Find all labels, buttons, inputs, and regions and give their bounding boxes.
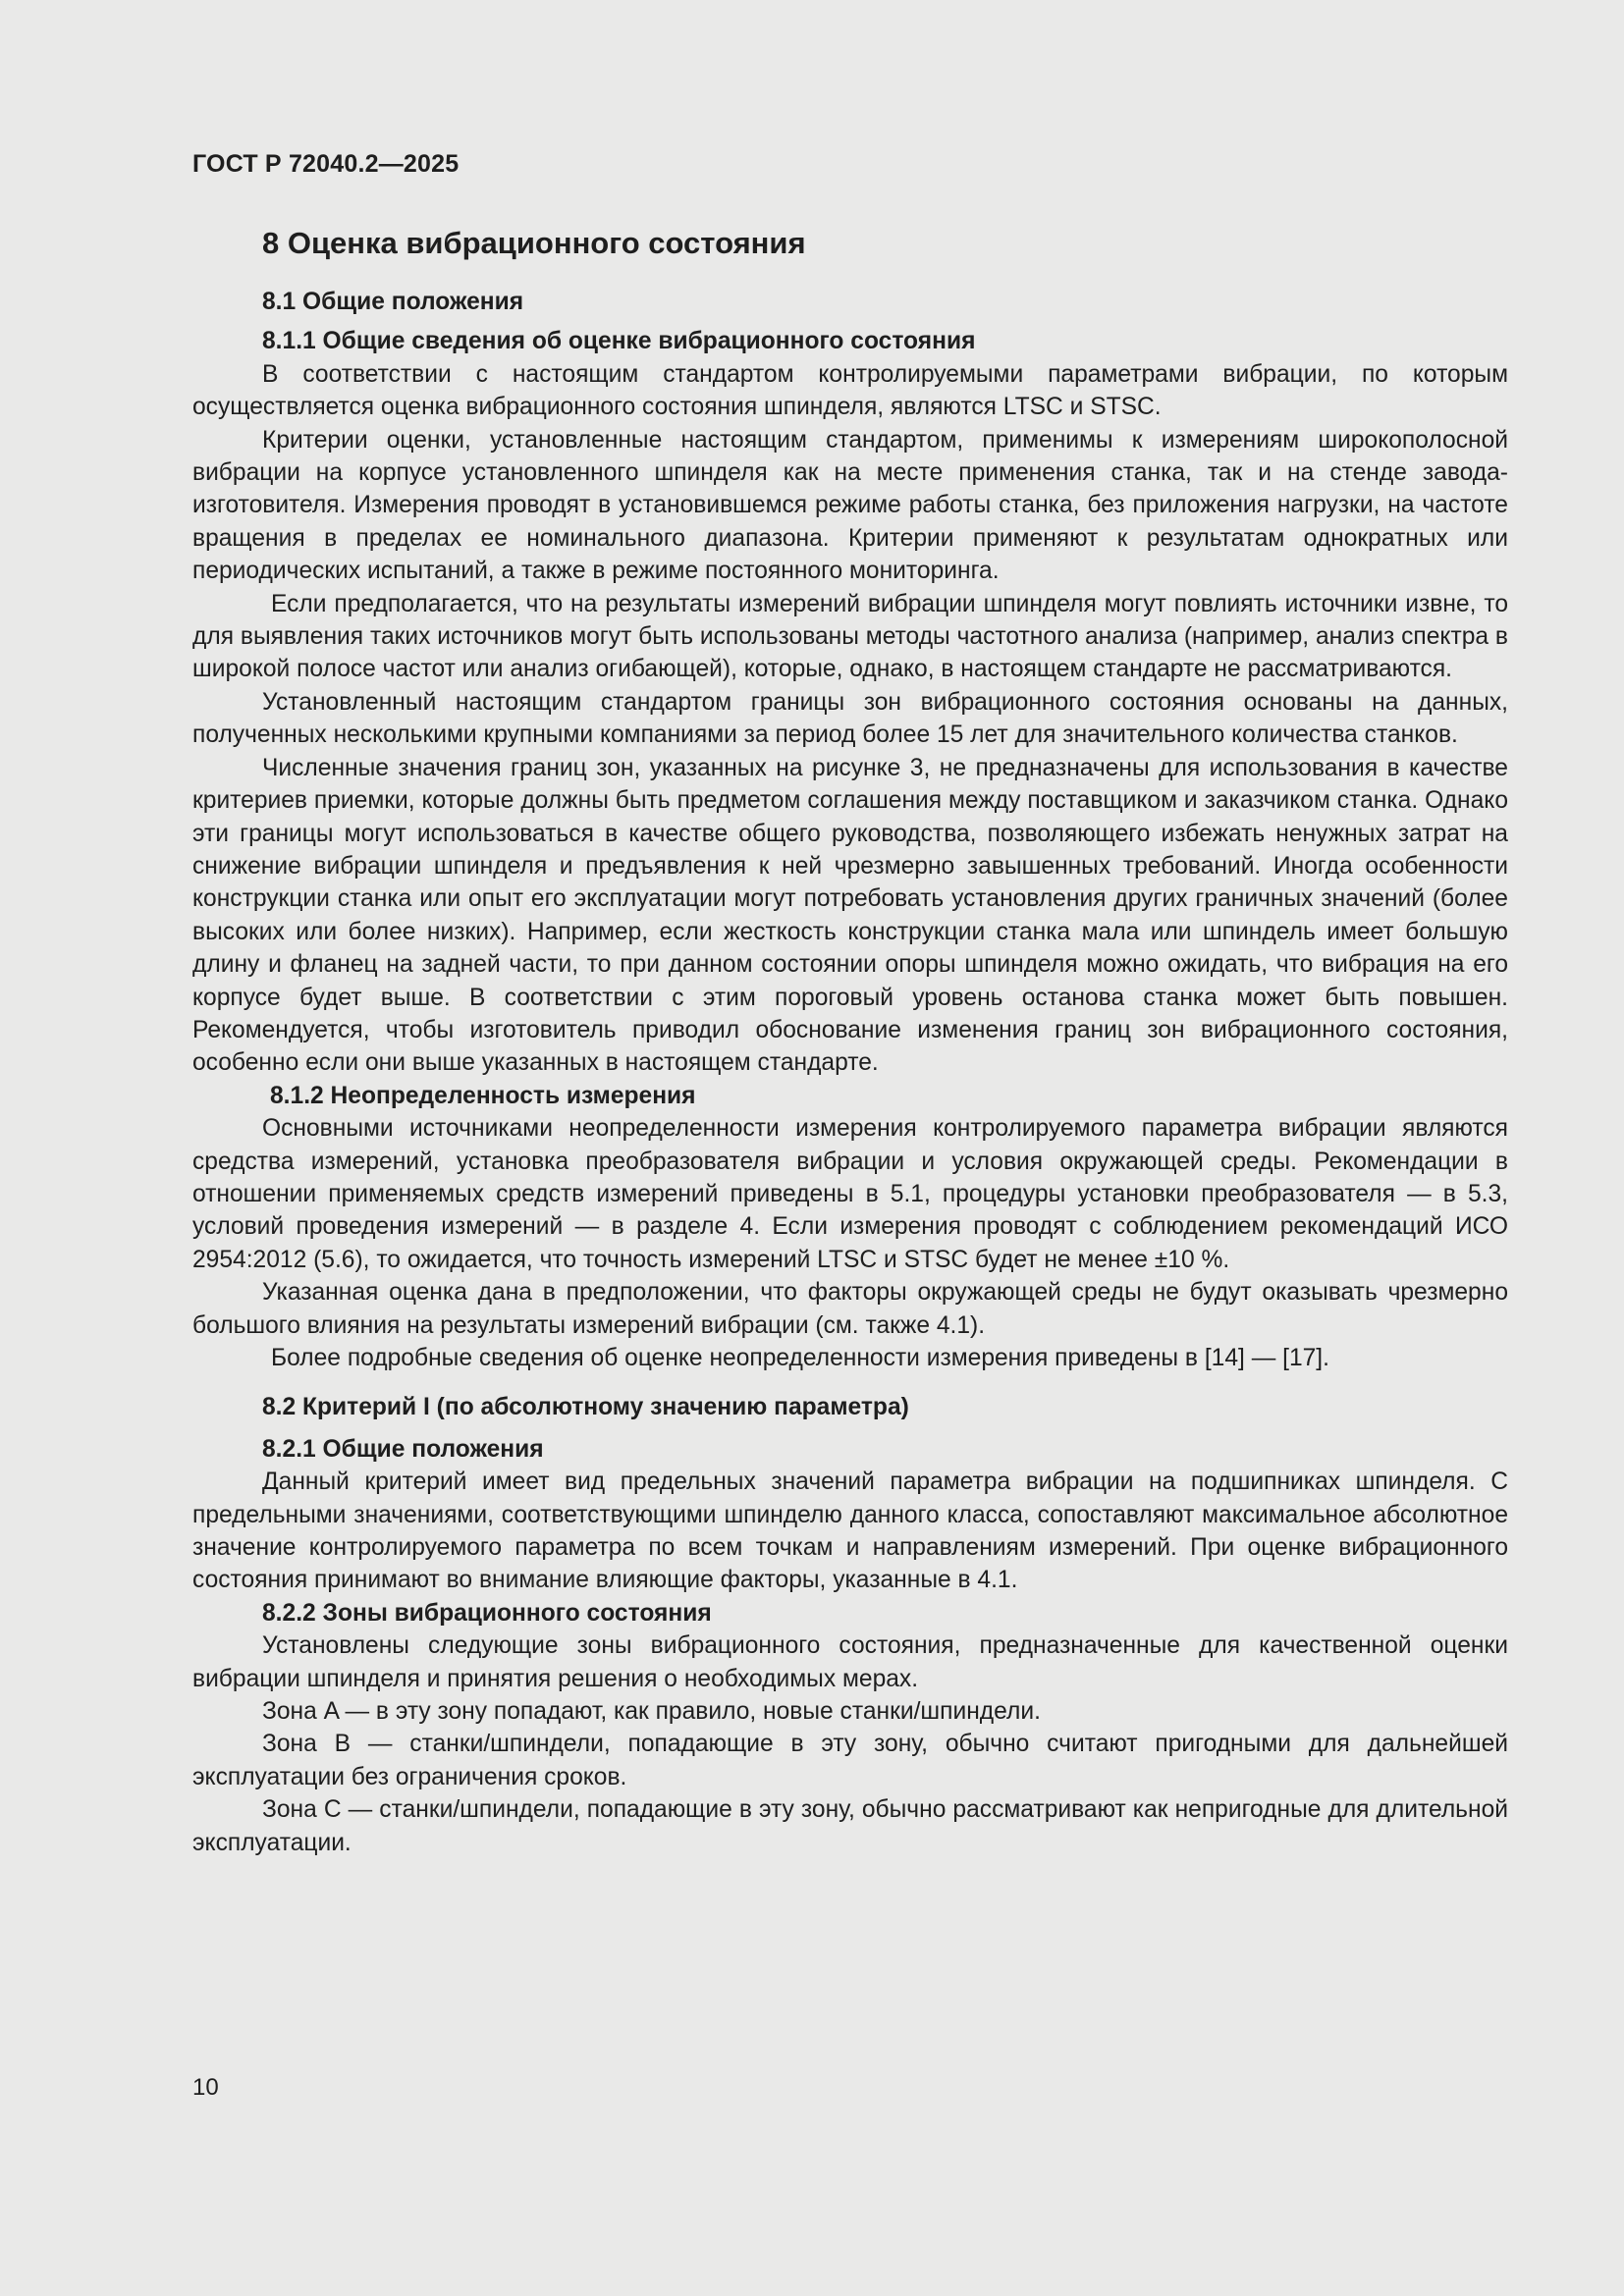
paragraph: Более подробные сведения об оценке неопределенности измерения приведены в [14] — [17]. [271, 1345, 1329, 1371]
section-8-2-1-title: 8.2.1 Общие положения [262, 1435, 544, 1463]
section-8-1-title: 8.1 Общие положения [262, 289, 524, 315]
paragraph: Критерии оценки, установленные настоящим стандартом, применимы к измерениям широкополосной вибрации на корпусе установленного шпинделя как на месте применения станка, так и на стенде завода-изготовителя. Измерения проводят в установившемся режиме работы станка, без приложения нагрузки, на частоте вращения в пределах ее номинального диапазона. Критерии применяют к результатам однократных или периодических испытаний, а также в режиме постоянного мониторинга. [192, 426, 1508, 585]
paragraph: Данный критерий имеет вид предельных значений параметра вибрации на подшипниках шпинделя. С предельными значениями, соответствующими шпинделю данного класса, сопоставляют максимальное абсолютное значение контролируемого параметра по всем точкам и направлениям измерений. При оценке вибрационного состояния принимают во внимание влияющие факторы, указанные в 4.1. [192, 1468, 1508, 1594]
paragraph: Зона B — станки/шпиндели, попадающие в эту зону, обычно считают пригодными для дальнейшей эксплуатации без ограничения сроков. [192, 1731, 1508, 1790]
paragraph: Установлены следующие зоны вибрационного состояния, предназначенные для качественной оценки вибрации шпинделя и принятия решения о необходимых мерах. [192, 1632, 1508, 1692]
section-8-2-title: 8.2 Критерий I (по абсолютному значению параметра) [262, 1394, 909, 1421]
document-code-header: ГОСТ Р 72040.2—2025 [192, 150, 460, 178]
section-8-1-1-title: 8.1.1 Общие сведения об оценке вибрационного состояния [262, 328, 976, 355]
page-number: 10 [192, 2074, 219, 2101]
paragraph: Указанная оценка дана в предположении, что факторы окружающей среды не будут оказывать чрезмерно большого влияния на результаты измерений вибрации (см. также 4.1). [192, 1279, 1508, 1339]
section-8-1-2-title: 8.1.2 Неопределенность измерения [270, 1082, 696, 1109]
paragraph: В соответствии с настоящим стандартом контролируемыми параметрами вибрации, по которым осуществляется оценка вибрационного состояния шпинделя, являются LTSC и STSC. [192, 360, 1508, 421]
section-8-title: 8 Оценка вибрационного состояния [262, 226, 806, 260]
paragraph: Основными источниками неопределенности измерения контролируемого параметра вибрации являются средства измерений, установка преобразователя вибрации и условия окружающей среды. Рекомендации в отношении применяемых средств измерений приведены в 5.1, процедуры установки преобразователя — в 5.3, условий проведения измерений — в разделе 4. Если измерения проводят с соблюдением рекомендаций ИСО 2954:2012 (5.6), то ожидается, что точность измерений LTSC и STSC будет не менее ±10 %. [192, 1115, 1508, 1273]
paragraph: Если предполагается, что на результаты измерений вибрации шпинделя могут повлиять источники извне, то для выявления таких источников могут быть использованы методы частотного анализа (например, анализ спектра в широкой полосе частот или анализ огибающей), которые, однако, в настоящем стандарте не рассматриваются. [192, 590, 1508, 683]
document-body [192, 221, 1508, 1859]
section-8-2-2-title: 8.2.2 Зоны вибрационного состояния [262, 1599, 712, 1627]
paragraph: Установленный настоящим стандартом границы зон вибрационного состояния основаны на данных, полученных несколькими крупными компаниями за период более 15 лет для значительного количества станков. [192, 688, 1508, 749]
paragraph: Зона A — в эту зону попадают, как правило, новые станки/шпиндели. [262, 1698, 1041, 1726]
paragraph: Численные значения границ зон, указанных на рисунке 3, не предназначены для использования в качестве критериев приемки, которые должны быть предметом соглашения между поставщиком и заказчиком станка. Однако эти границы могут использоваться в качестве общего руководства, позволяющего избежать ненужных затрат на снижение вибрации шпинделя и предъявления к ней чрезмерно завышенных требований. Иногда особенности конструкции станка или опыт его эксплуатации могут потребовать установления других граничных значений (более высоких или более низких). Например, если жесткость конструкции станка мала или шпиндель имеет большую длину и фланец на задней части, то при данном состоянии опоры шпинделя можно ожидать, что вибрация на его корпусе будет выше. В соответствии с этим пороговый уровень останова станка может быть повышен. Рекомендуется, чтобы изготовитель приводил обоснование изменения границ зон вибрационного состояния, особенно если они выше указанных в настоящем стандарте. [192, 754, 1508, 1077]
paragraph: Зона C — станки/шпиндели, попадающие в эту зону, обычно рассматривают как непригодные для длительной эксплуатации. [192, 1796, 1508, 1856]
